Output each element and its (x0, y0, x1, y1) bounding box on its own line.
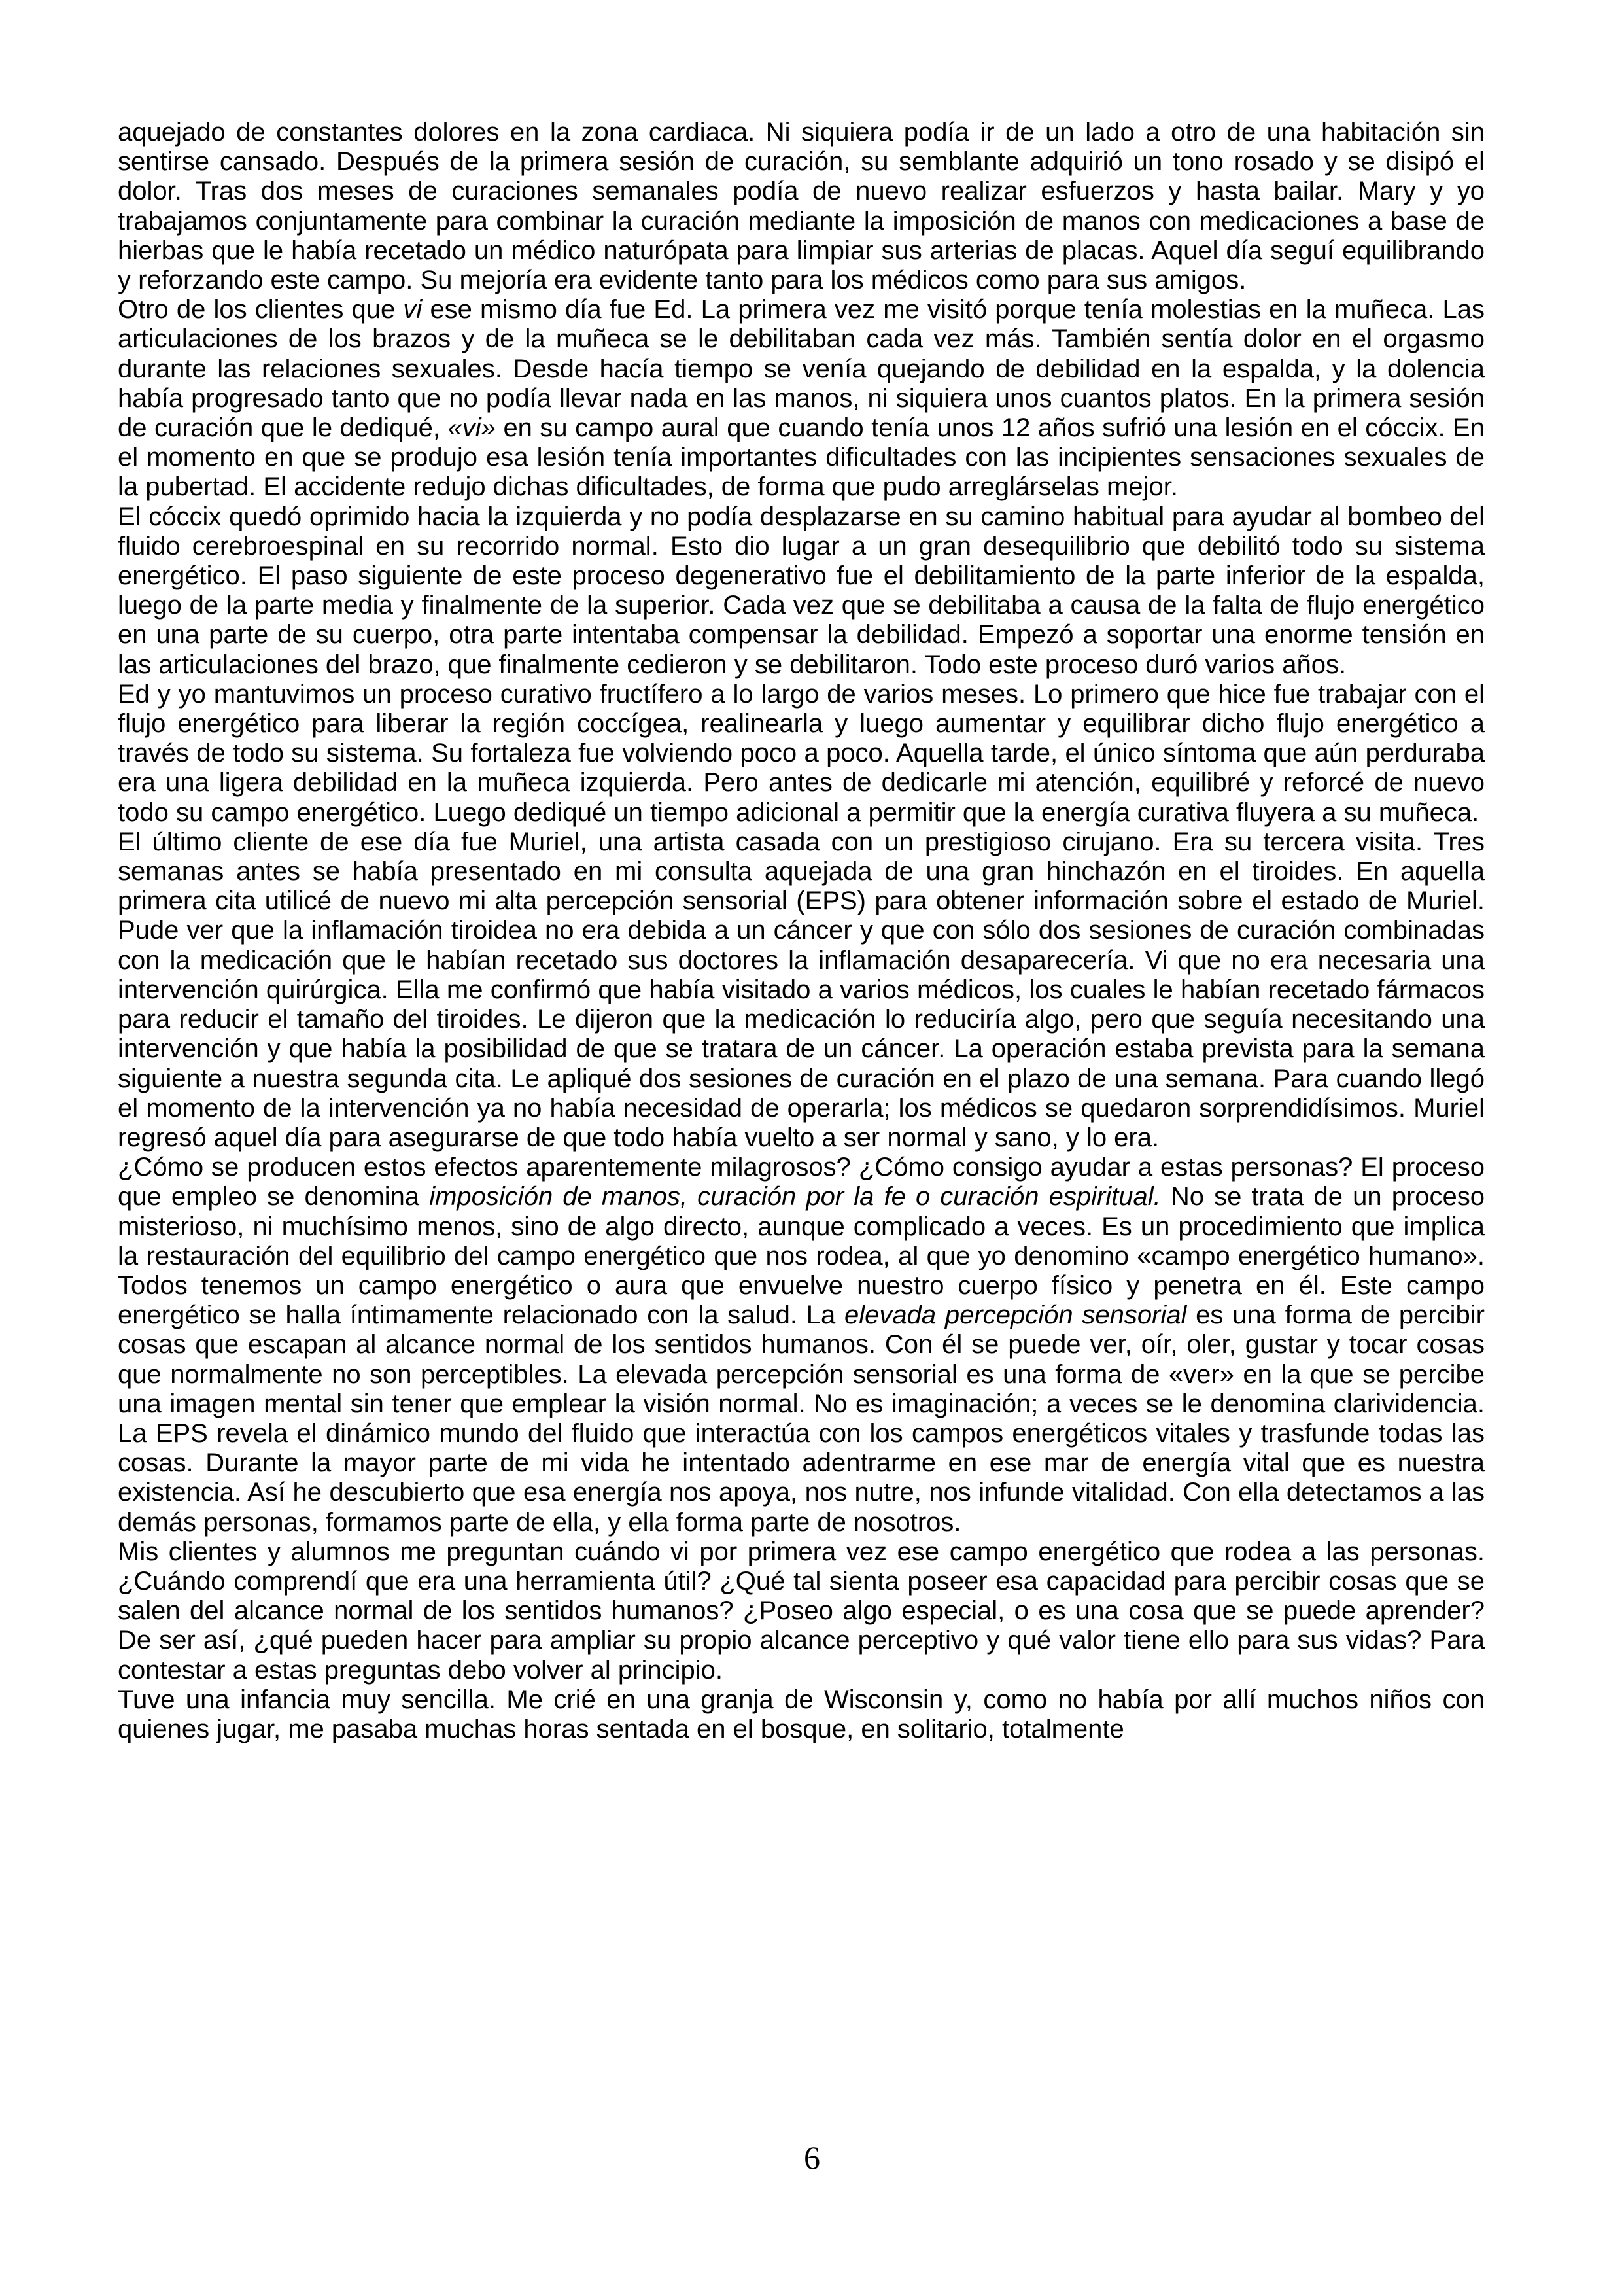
paragraph (118, 295, 1485, 502)
text-run: Tuve una infancia muy sencilla. Me crié en una granja de Wisconsin y, como no había por allí muchos niños con quienes jugar, me pasaba muchas horas sentada en el bosque, en solitario, totalmente (118, 1685, 1485, 1743)
italic-text: vi (403, 295, 423, 324)
italic-text: imposición de manos, curación por la fe o curación espiritual. (429, 1182, 1161, 1212)
paragraph (118, 680, 1485, 828)
paragraph (118, 1153, 1485, 1537)
document-body (118, 118, 1485, 1744)
italic-text: elevada percepción sensorial (844, 1301, 1187, 1330)
paragraph (118, 502, 1485, 680)
text-run: ese mismo día fue Ed. La primera vez me visitó porque tenía molestias en la muñeca. Las articulaciones de los brazos y de la muñeca se le debilitaban cada vez más. También sentía dolor en el orgasmo durante las relaciones sexuales. Desde hacía tiempo se venía quejando de debilidad en la espalda, y la dolencia había progresado tanto que no podía llevar nada en las manos, ni siquiera unos cuantos platos. En la primera sesión de curación que le dediqué, (118, 295, 1485, 443)
text-run: Mis clientes y alumnos me preguntan cuándo vi por primera vez ese campo energético que rodea a las personas. ¿Cuándo comprendí que era una herramienta útil? ¿Qué tal sienta poseer esa capacidad para percibir cosas que se salen del alcance normal de los sentidos humanos? ¿Poseo algo especial, o es una cosa que se puede aprender? De ser así, ¿qué pueden hacer para ampliar su propio alcance perceptivo y qué valor tiene ello para sus vidas? Para contestar a estas preguntas debo volver al principio. (118, 1537, 1485, 1685)
text-run: en su campo aural que cuando tenía unos 12 años sufrió una lesión en el cóccix. En el momento en que se produjo esa lesión tenía importantes dificultades con las incipientes sensaciones sexuales de la pubertad. El accidente redujo dichas dificultades, de forma que pudo arreglárselas mejor. (118, 413, 1485, 502)
text-run: aquejado de constantes dolores en la zona cardiaca. Ni siquiera podía ir de un lado a otro de una habitación sin sentirse cansado. Después de la primera sesión de curación, su semblante adquirió un tono rosado y se disipó el dolor. Tras dos meses de curaciones semanales podía de nuevo realizar esfuerzos y hasta bailar. Mary y yo trabajamos conjuntamente para combinar la curación mediante la imposición de manos con medicaciones a base de hierbas que le había recetado un médico naturópata para limpiar sus arterias de placas. Aquel día seguí equilibrando y reforzando este campo. Su mejoría era evidente tanto para los médicos como para sus amigos. (118, 118, 1485, 295)
text-run: Otro de los clientes que (118, 295, 404, 324)
text-run: No se trata de un proceso misterioso, ni muchísimo menos, sino de algo directo, aunque complicado a veces. Es un procedimiento que implica la restauración del equilibrio del campo energético que nos rodea, al que yo denomino «campo energético humano». Todos tenemos un campo energético o aura que envuelve nuestro cuerpo físico y penetra en él. Este campo energético se halla íntimamente relacionado con la salud. La (118, 1182, 1485, 1330)
italic-text: «vi» (447, 413, 496, 443)
page-number: 6 (804, 2139, 820, 2176)
paragraph (118, 1537, 1485, 1685)
text-run: Ed y yo mantuvimos un proceso curativo fructífero a lo largo de varios meses. Lo primero que hice fue trabajar con el flujo energético para liberar la región coccígea, realinearla y luego aumentar y equilibrar dicho flujo energético a través de todo su sistema. Su fortaleza fue volviendo poco a poco. Aquella tarde, el único síntoma que aún perduraba era una ligera debilidad en la muñeca izquierda. Pero antes de dedicarle mi atención, equilibré y reforcé de nuevo todo su campo energético. Luego dediqué un tiempo adicional a permitir que la energía curativa fluyera a su muñeca. (118, 679, 1485, 827)
text-run: El cóccix quedó oprimido hacia la izquierda y no podía desplazarse en su camino habitual para ayudar al bombeo del fluido cerebroespinal en su recorrido normal. Esto dio lugar a un gran desequilibrio que debilitó todo su sistema energético. El paso siguiente de este proceso degenerativo fue el debilitamiento de la parte inferior de la espalda, luego de la parte media y finalmente de la superior. Cada vez que se debilitaba a causa de la falta de flujo energético en una parte de su cuerpo, otra parte intentaba compensar la debilidad. Empezó a soportar una enorme tensión en las articulaciones del brazo, que finalmente cedieron y se debilitaron. Todo este proceso duró varios años. (118, 502, 1485, 679)
paragraph (118, 118, 1485, 295)
text-run: es una forma de percibir cosas que escapan al alcance normal de los sentidos humanos. Con él se puede ver, oír, oler, gustar y tocar cosas que normalmente no son perceptibles. La elevada percepción sensorial es una forma de «ver» en la que se percibe una imagen mental sin tener que emplear la visión normal. No es imaginación; a veces se le denomina clarividencia. La EPS revela el dinámico mundo del fluido que interactúa con los campos energéticos vitales y trasfunde todas las cosas. Durante la mayor parte de mi vida he intentado adentrarme en ese mar de energía vital que es nuestra existencia. Así he descubierto que esa energía nos apoya, nos nutre, nos infunde vitalidad. Con ella detectamos a las demás personas, formamos parte de ella, y ella forma parte de nosotros. (118, 1301, 1485, 1537)
text-run: ¿Cómo se producen estos efectos aparentemente milagrosos? ¿Cómo consigo ayudar a estas personas? El proceso que empleo se denomina (118, 1153, 1485, 1212)
paragraph (118, 828, 1485, 1153)
text-run: El último cliente de ese día fue Muriel, una artista casada con un prestigioso cirujano. Era su tercera visita. Tres semanas antes se había presentado en mi consulta aquejada de una gran hinchazón en el tiroides. En aquella primera cita utilicé de nuevo mi alta percepción sensorial (EPS) para obtener información sobre el estado de Muriel. Pude ver que la inflamación tiroidea no era debida a un cáncer y que con sólo dos sesiones de curación combinadas con la medicación que le habían recetado sus doctores la inflamación desaparecería. Vi que no era necesaria una intervención quirúrgica. Ella me confirmó que había visitado a varios médicos, los cuales le habían recetado fármacos para reducir el tamaño del tiroides. Le dijeron que la medicación lo reduciría algo, pero que seguía necesitando una intervención y que había la posibilidad de que se tratara de un cáncer. La operación estaba prevista para la semana siguiente a nuestra segunda cita. Le apliqué dos sesiones de curación en el plazo de una semana. Para cuando llegó el momento de la intervención ya no había necesidad de operarla; los médicos se quedaron sorprendidísimos. Muriel regresó aquel día para asegurarse de que todo había vuelto a ser normal y sano, y lo era. (118, 827, 1485, 1152)
paragraph (118, 1685, 1485, 1744)
